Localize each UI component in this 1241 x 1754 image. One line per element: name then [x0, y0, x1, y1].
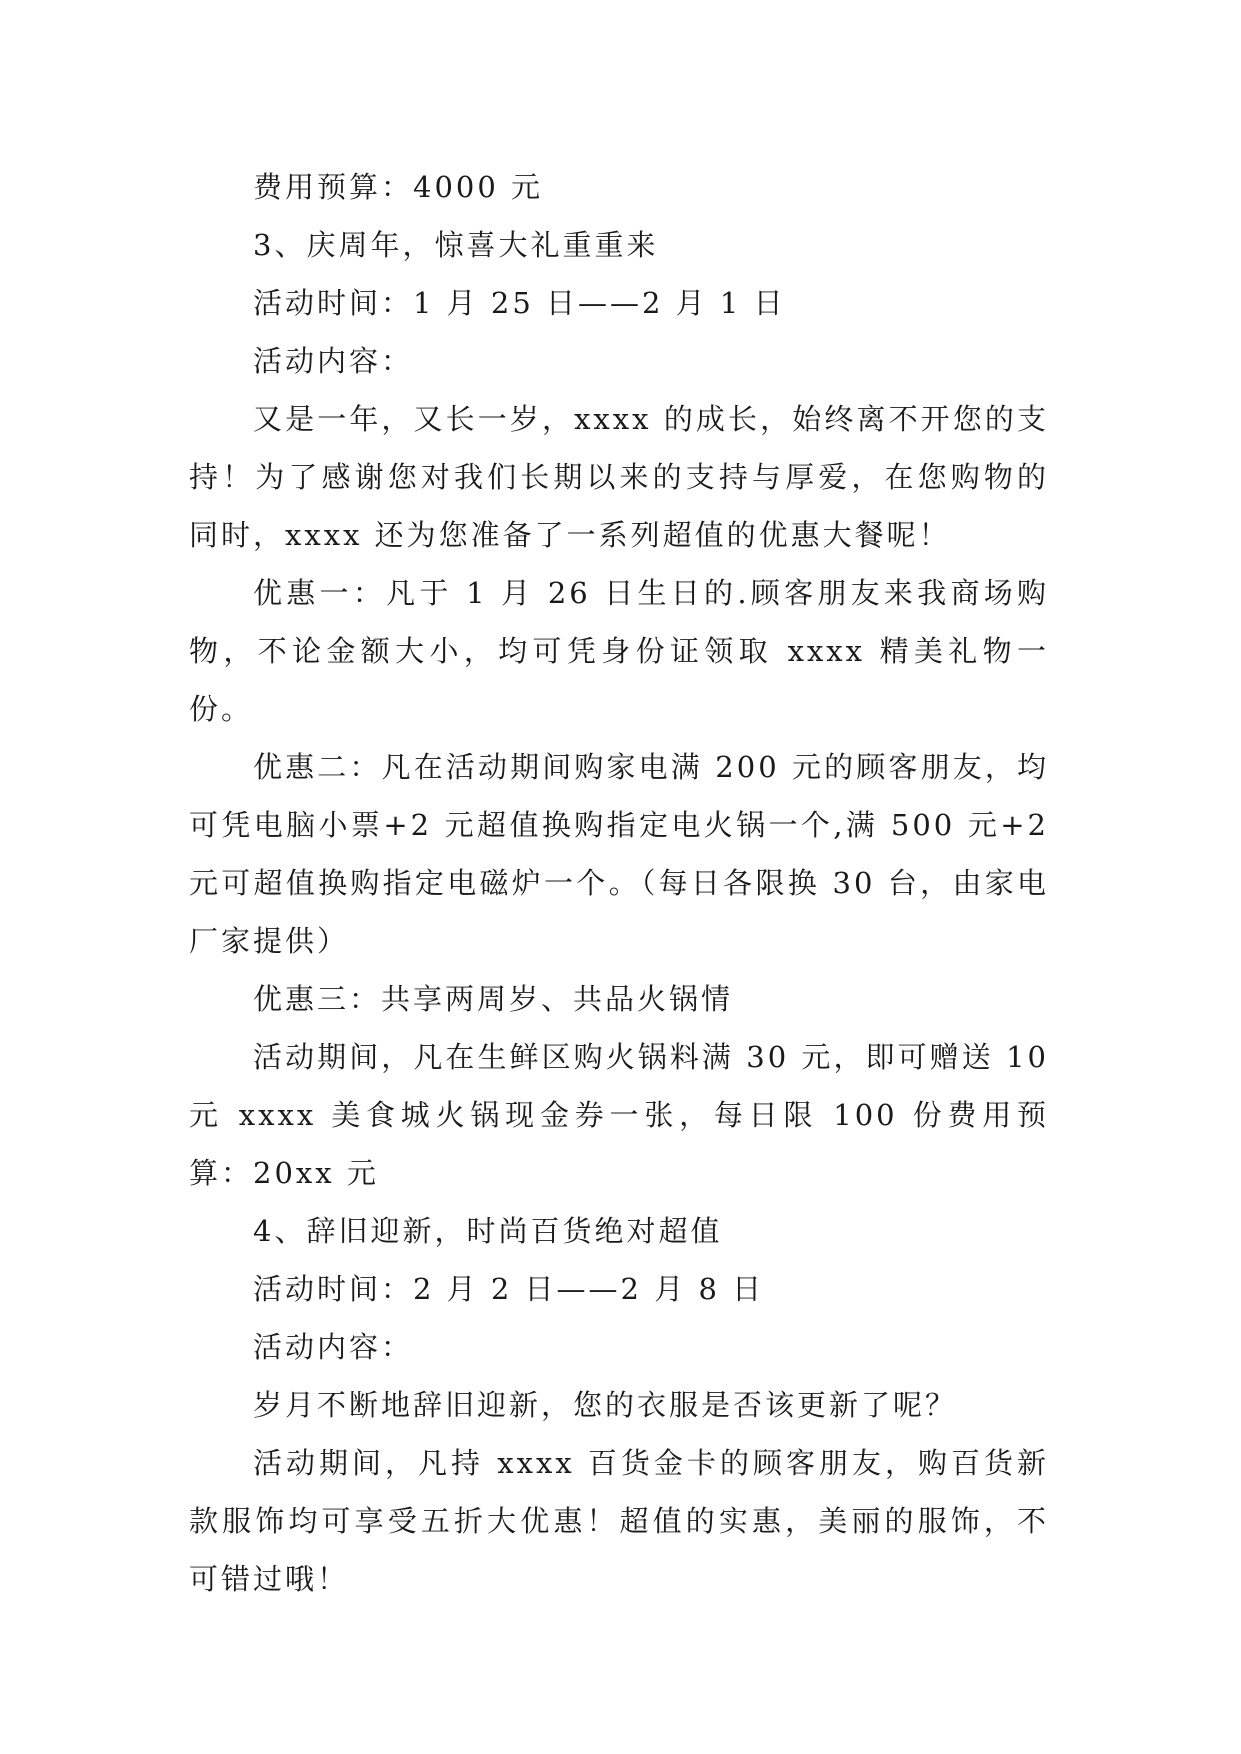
section-4-content-label: 活动内容：	[253, 1330, 414, 1364]
section-4-time: 活动时间：2 月 2 日——2 月 8 日	[253, 1272, 765, 1306]
section-3-content-label: 活动内容：	[253, 344, 414, 378]
offer-one: 优惠一：凡于 1 月 26 日生日的.顾客朋友来我商场购物，不论金额大小，均可凭身份证领取 xxxx 精美礼物一份。	[189, 576, 1049, 726]
section-3-intro: 又是一年，又长一岁，xxxx 的成长，始终离不开您的支持！为了感谢您对我们长期以来的支持与厚爱，在您购物的同时，xxxx 还为您准备了一系列超值的优惠大餐呢！	[189, 402, 1049, 552]
budget-line: 费用预算：4000 元	[253, 170, 544, 204]
section-4-intro: 岁月不断地辞旧迎新，您的衣服是否该更新了呢？	[253, 1388, 958, 1422]
offer-three-heading: 优惠三：共享两周岁、共品火锅情	[253, 982, 734, 1016]
document-body	[189, 158, 1049, 1608]
section-4-heading: 4、辞旧迎新，时尚百货绝对超值	[253, 1214, 723, 1248]
section-3-time: 活动时间：1 月 25 日——2 月 1 日	[253, 286, 786, 320]
section-3-heading: 3、庆周年，惊喜大礼重重来	[253, 228, 659, 262]
offer-three-detail: 活动期间，凡在生鲜区购火锅料满 30 元，即可赠送 10 元 xxxx 美食城火锅现金券一张，每日限 100 份费用预算：20xx 元	[189, 1040, 1049, 1190]
offer-two: 优惠二：凡在活动期间购家电满 200 元的顾客朋友，均可凭电脑小票+2 元超值换购指定电火锅一个,满 500 元+2 元可超值换购指定电磁炉一个。（每日各限换 30 台，由家电厂家提供）	[189, 750, 1049, 958]
section-4-detail: 活动期间，凡持 xxxx 百货金卡的顾客朋友，购百货新款服饰均可享受五折大优惠！超值的实惠，美丽的服饰，不可错过哦！	[189, 1446, 1049, 1596]
